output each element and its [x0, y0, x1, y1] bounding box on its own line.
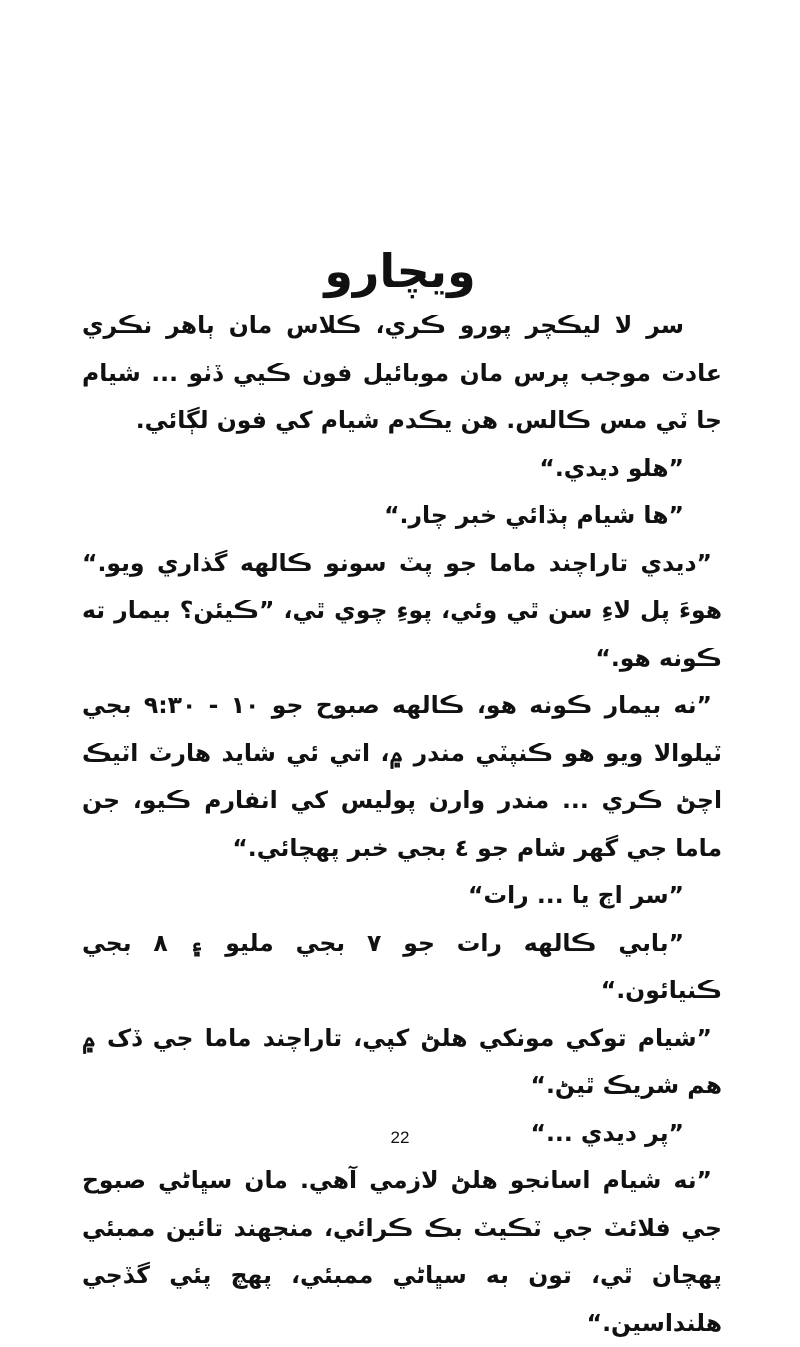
paragraph: سر لا ليڪچر پورو ڪري، ڪلاس مان ٻاهر نڪري عادت موجب پرس مان موبائيل فون ڪيي ڏٺو ... شيام جا ٽي مس ڪالس. هن يڪدم شيام کي فون لڳائي.	[82, 311, 722, 434]
story-body	[82, 302, 722, 1347]
paragraph: ”شيام توکي مونکي هلڻ کپي، تاراچند ماما جي ڏک ۾ هم شريڪ ٿيڻ.“	[82, 1023, 722, 1099]
paragraph: ”ها شيام ٻڌائي خبر چار.“	[384, 501, 684, 529]
paragraph: ”ديدي تاراچند ماما جو پٽ سونو ڪالهه گذاري ويو.“ هوءَ پل لاءِ سن ٿي وئي، پوءِ چوي ٿي، ”ڪيئن؟ بيمار ته ڪونه هو.“	[82, 548, 722, 672]
paragraph: ”بابي ڪالهه رات جو ٧ بجي مليو ۽ ٨ بجي ڪنيائون.“	[82, 928, 722, 1004]
paragraph: ”سر اڄ يا ... رات“	[468, 881, 684, 909]
paragraph: ”نه شيام اسانجو هلڻ لازمي آهي. مان سڀاڻي صبوح جي فلائٽ جي ٽڪيٽ بڪ ڪرائي، منجهند تائين ممبئي پهچان ٿي، تون به سڀاڻي ممبئي، پهچ پئي گڏجي هلنداسين.“	[82, 1166, 722, 1337]
page-number: 22	[390, 1128, 410, 1147]
paragraph: ”نه بيمار ڪونه هو، ڪالهه صبوح جو ١٠ - ٩:٣٠ بجي ٽيلوالا ويو هو ڪنپٽي مندر ۾، اتي ئي شايد هارٽ اٽيڪ اچڻ ڪري ... مندر وارن پوليس کي انفارم ڪيو، جن ماما جي گهر شام جو ٤ بجي خبر پهچائي.“	[82, 691, 722, 862]
paragraph: ”هلو ديدي.“	[539, 453, 684, 482]
chapter-title: ويچارو	[324, 243, 476, 298]
paragraph: ”پر ديدي ...“	[530, 1118, 684, 1147]
